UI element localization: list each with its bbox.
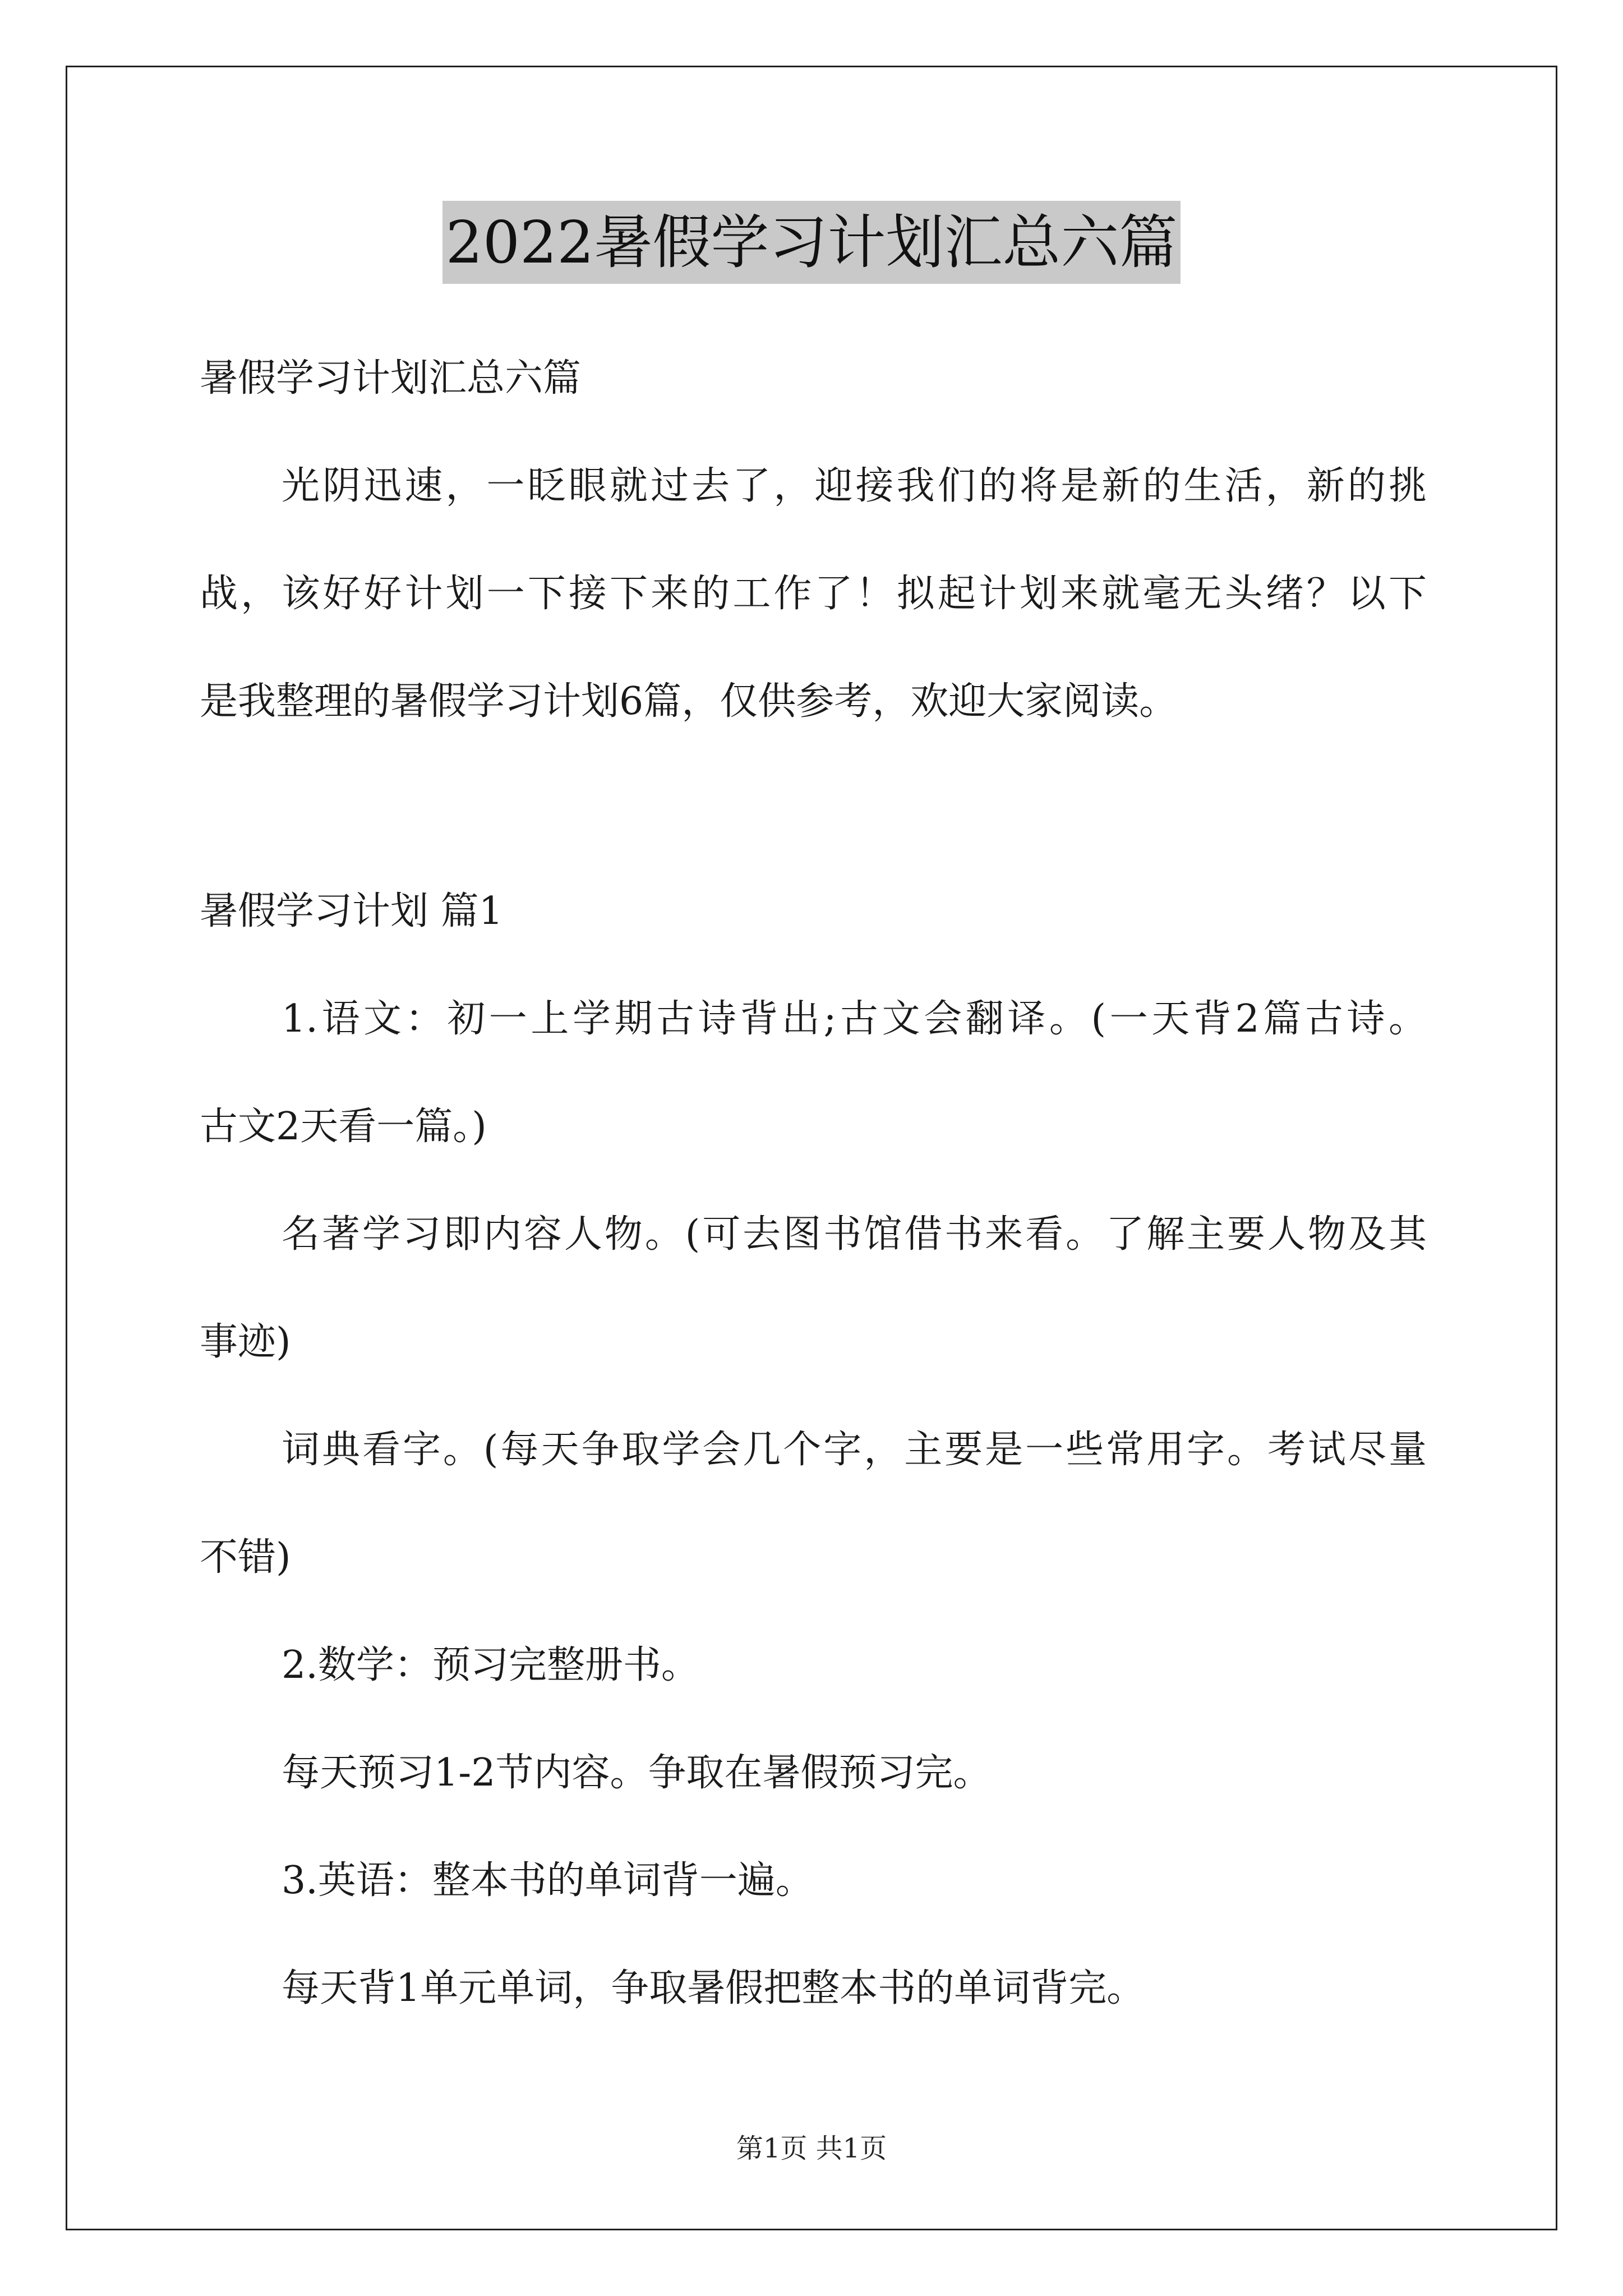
paragraph-line: 事迹)	[200, 1320, 291, 1364]
page-footer: 第1页 共1页	[736, 2133, 887, 2164]
paragraph-line: 3.英语：整本书的单词背一遍。	[282, 1858, 814, 1903]
paragraph-line: 不错)	[200, 1535, 291, 1580]
section-heading: 暑假学习计划 篇1	[200, 889, 503, 933]
paragraph-line: 1.语文：初一上学期古诗背出;古文会翻译。(一天背2篇古诗。	[282, 997, 1427, 1041]
document-title: 2022暑假学习计划汇总六篇	[442, 201, 1181, 284]
subtitle-line: 暑假学习计划汇总六篇	[200, 356, 582, 401]
paragraph-line: 战，该好好计划一下接下来的工作了！拟起计划来就毫无头绪？以下	[200, 572, 1427, 616]
paragraph-line: 每天背1单元单词，争取暑假把整本书的单词背完。	[282, 1966, 1145, 2010]
paragraph-line: 古文2天看一篇。)	[200, 1105, 487, 1149]
paragraph-line: 2.数学：预习完整册书。	[282, 1643, 699, 1687]
paragraph-line: 是我整理的暑假学习计划6篇，仅供参考，欢迎大家阅读。	[200, 679, 1178, 724]
paragraph-line: 名著学习即内容人物。(可去图书馆借书来看。了解主要人物及其	[282, 1212, 1427, 1257]
paragraph-line: 词典看字。(每天争取学会几个字，主要是一些常用字。考试尽量	[282, 1428, 1427, 1472]
paragraph-line: 光阴迅速，一眨眼就过去了，迎接我们的将是新的生活，新的挑	[282, 464, 1427, 508]
title-container	[0, 201, 1623, 284]
paragraph-line: 每天预习1-2节内容。争取在暑假预习完。	[282, 1751, 992, 1795]
